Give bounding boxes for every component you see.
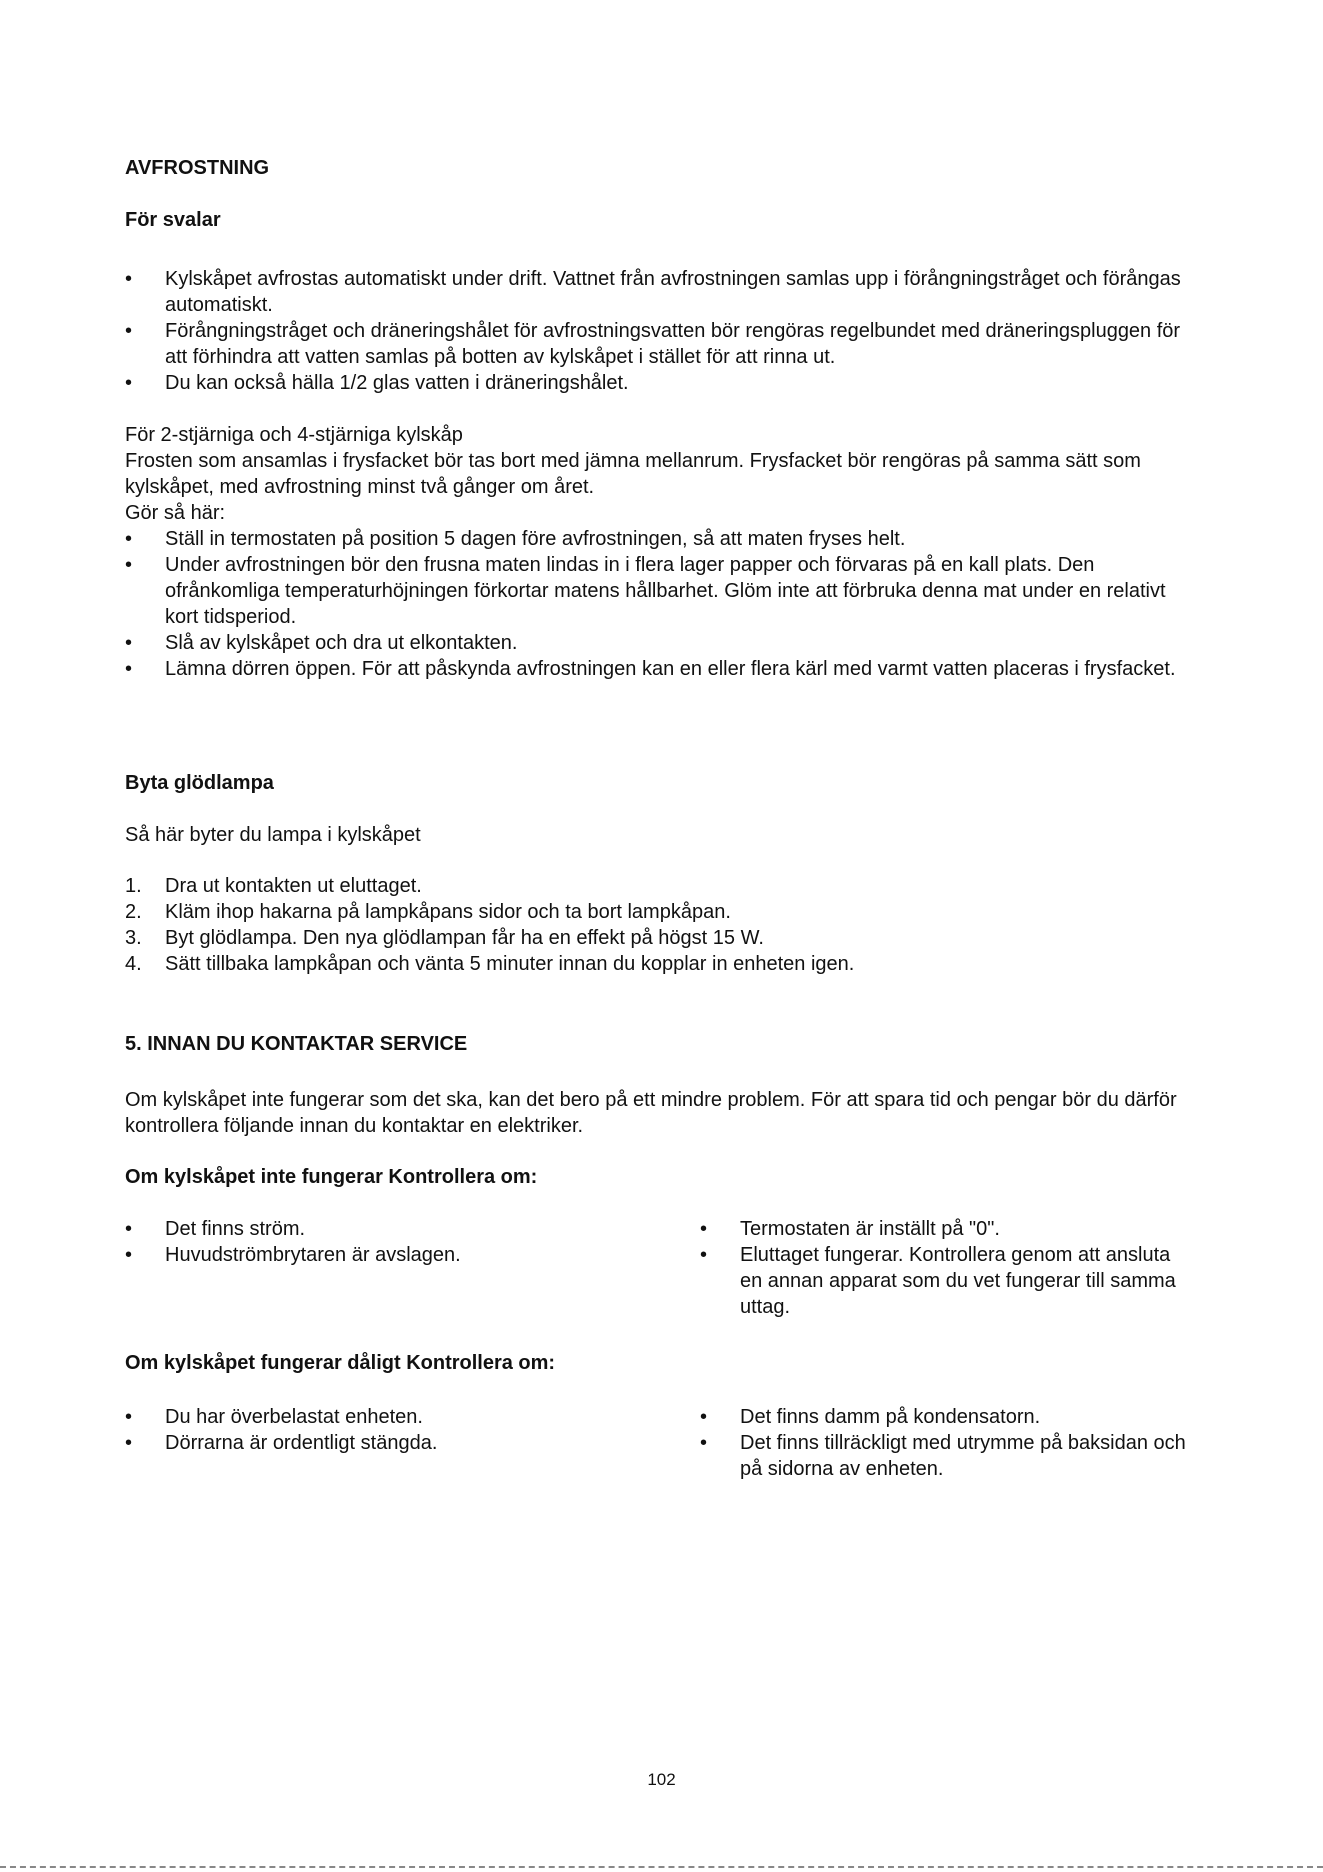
for-svalar-heading: För svalar: [125, 209, 221, 231]
list-item: • Det finns tillräckligt med utrymme på baksidan och på sidorna av enheten.: [700, 1430, 1190, 1482]
scan-edge-divider: [0, 1866, 1323, 1868]
service-intro: Om kylskåpet inte fungerar som det ska, kan det bero på ett mindre problem. För att spara tid och pengar bör du därför kontrollera följande innan du kontaktar en elektriker.: [125, 1089, 1177, 1137]
byta-steps: [125, 873, 1200, 977]
inte-fungerar-left-list: [125, 1216, 665, 1268]
inte-fungerar-heading: Om kylskåpet inte fungerar Kontrollera om:: [125, 1166, 538, 1188]
list-item: • Dörrarna är ordentligt stängda.: [125, 1430, 665, 1456]
page-number: 102: [647, 1770, 676, 1789]
step-text: Dra ut kontakten ut eluttaget.: [165, 875, 422, 897]
svalar-list: [125, 266, 1200, 396]
step-text: Byt glödlampa. Den nya glödlampan får ha en effekt på högst 15 W.: [165, 927, 764, 949]
stjarniga-list: [125, 526, 1200, 682]
list-item: • Huvudströmbrytaren är avslagen.: [125, 1242, 665, 1268]
avfrostning-heading: AVFROSTNING: [125, 157, 270, 179]
list-item: • Det finns damm på kondensatorn.: [700, 1404, 1190, 1430]
daligt-left-list: [125, 1404, 665, 1456]
list-item: • Lämna dörren öppen. För att påskynda avfrostningen kan en eller flera kärl med varmt vatten placeras i frysfacket.: [125, 656, 1200, 682]
gor-sa-har: Gör så här:: [125, 502, 226, 524]
stjarniga-title: För 2-stjärniga och 4-stjärniga kylskåp: [125, 424, 463, 446]
list-item: • Termostaten är inställt på "0".: [700, 1216, 1190, 1242]
step-number: 3.: [125, 927, 142, 949]
byta-glodlampa-heading: Byta glödlampa: [125, 772, 274, 794]
step-number: 1.: [125, 875, 142, 897]
step-item: [125, 873, 1200, 899]
list-item: • Under avfrostningen bör den frusna maten lindas in i flera lager papper och förvaras på en kall plats. Den ofrånkomliga temperaturhöjningen förkortar matens hållbarhet. Glöm inte att förbruka denna mat under en relativt kort tidsperiod.: [125, 552, 1200, 630]
daligt-heading: Om kylskåpet fungerar dåligt Kontrollera om:: [125, 1352, 556, 1374]
list-item: • Slå av kylskåpet och dra ut elkontakten.: [125, 630, 1200, 656]
service-heading: 5. INNAN DU KONTAKTAR SERVICE: [125, 1033, 468, 1055]
step-item: [125, 925, 1200, 951]
list-item: • Det finns ström.: [125, 1216, 665, 1242]
list-item: • Förångningstråget och dräneringshålet för avfrostningsvatten bör rengöras regelbundet med dräneringspluggen för att förhindra att vatten samlas på botten av kylskåpet i stället för att rinna ut.: [125, 318, 1200, 370]
list-item: • Du har överbelastat enheten.: [125, 1404, 665, 1430]
list-item: • Eluttaget fungerar. Kontrollera genom att ansluta en annan apparat som du vet fungerar till samma uttag.: [700, 1242, 1190, 1320]
byta-intro: Så här byter du lampa i kylskåpet: [125, 824, 421, 846]
inte-fungerar-right-list: [700, 1216, 1190, 1320]
step-text: Kläm ihop hakarna på lampkåpans sidor och ta bort lampkåpan.: [165, 901, 731, 923]
list-item: • Du kan också hälla 1/2 glas vatten i dräneringshålet.: [125, 370, 1200, 396]
step-item: [125, 899, 1200, 925]
step-number: 2.: [125, 901, 142, 923]
step-number: 4.: [125, 953, 142, 975]
list-item: • Kylskåpet avfrostas automatiskt under drift. Vattnet från avfrostningen samlas upp i förångningstråget och förångas automatiskt.: [125, 266, 1200, 318]
stjarniga-text: Frosten som ansamlas i frysfacket bör tas bort med jämna mellanrum. Frysfacket bör rengöras på samma sätt som kylskåpet, med avfrostning minst två gånger om året.: [125, 450, 1141, 498]
step-item: [125, 951, 1200, 977]
step-text: Sätt tillbaka lampkåpan och vänta 5 minuter innan du kopplar in enheten igen.: [165, 953, 855, 975]
daligt-right-list: [700, 1404, 1190, 1482]
list-item: • Ställ in termostaten på position 5 dagen före avfrostningen, så att maten fryses helt.: [125, 526, 1200, 552]
